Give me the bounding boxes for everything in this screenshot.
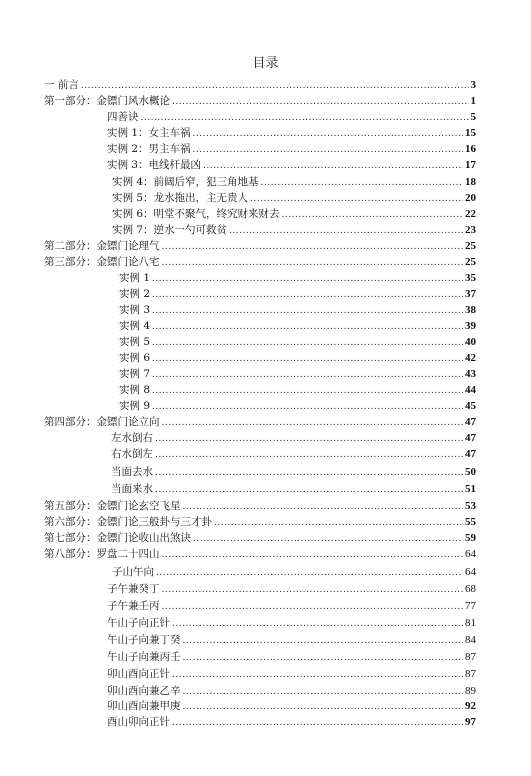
toc-entry[interactable] [107, 126, 476, 140]
toc-entry-label: 午山子向兼丙壬 [107, 651, 181, 663]
leader-dots [214, 517, 463, 529]
toc-entry[interactable] [119, 287, 476, 301]
leader-dots [183, 701, 464, 713]
toc-entry-label: 第三部分：金镖门论八宅 [44, 256, 160, 268]
toc-entry[interactable] [44, 94, 476, 108]
toc-entry[interactable] [107, 684, 476, 698]
leader-dots [152, 289, 463, 301]
leader-dots [162, 417, 464, 429]
toc-entry-label: 第一部分：金镖门风水概论 [44, 95, 170, 107]
leader-dots [193, 128, 463, 140]
toc-entry-page: 77 [465, 600, 476, 612]
toc-entry-page: 25 [465, 256, 476, 268]
toc-entry-page: 18 [465, 176, 476, 188]
toc-entry-page: 59 [465, 532, 476, 544]
toc-entry-page: 89 [465, 685, 476, 697]
leader-dots [282, 209, 463, 221]
toc-entry-label: 子午兼癸丁 [107, 583, 160, 595]
toc-entry[interactable] [107, 158, 476, 172]
toc-entry[interactable] [107, 699, 476, 713]
toc-entry-label: 实例 4 [119, 320, 151, 332]
toc-entry-page: 3 [470, 79, 476, 91]
toc-entry-label: 实例 1 [119, 272, 151, 284]
toc-entry-label: 子山午向 [112, 566, 154, 578]
toc-entry-label: 实例 6 [119, 352, 151, 364]
toc-entry[interactable] [44, 531, 476, 545]
toc-entry-page: 92 [465, 700, 476, 712]
toc-entry-page: 42 [465, 352, 476, 364]
toc-entry[interactable] [119, 351, 476, 365]
toc-entry-label: 实例 5 [119, 336, 151, 348]
leader-dots [162, 549, 464, 561]
toc-entry-page: 47 [465, 448, 476, 460]
toc-entry[interactable] [107, 667, 476, 681]
toc-entry-label: 实例 4：前阔后窄，犯三角地基 [112, 176, 259, 188]
toc-entry[interactable] [112, 223, 476, 237]
leader-dots [152, 401, 463, 413]
toc-entry[interactable] [111, 447, 476, 461]
leader-dots [162, 601, 464, 613]
leader-dots [155, 449, 463, 461]
leader-dots [261, 177, 463, 189]
toc-entry-label: 第四部分：金镖门论立向 [44, 416, 160, 428]
leader-dots [229, 225, 463, 237]
leader-dots [152, 385, 463, 397]
toc-entry-label: 实例 7：逆水一勺可救贫 [112, 224, 228, 236]
toc-entry-label: 实例 9 [119, 400, 151, 412]
leader-dots [183, 501, 464, 513]
toc-entry-label: 左水倒右 [111, 432, 153, 444]
toc-entry-page: 15 [465, 127, 476, 139]
toc-entry-page: 81 [465, 617, 476, 629]
toc-entry-page: 84 [465, 634, 476, 646]
toc-entry-page: 39 [465, 320, 476, 332]
toc-entry-page: 1 [470, 95, 476, 107]
toc-entry-label: 右水倒左 [111, 448, 153, 460]
toc-entry-page: 68 [465, 583, 476, 595]
toc-entry[interactable] [119, 399, 476, 413]
leader-dots [172, 618, 463, 630]
leader-dots [81, 80, 469, 92]
leader-dots [152, 305, 463, 317]
toc-entry[interactable] [112, 207, 476, 221]
toc-entry-page: 64 [465, 566, 476, 578]
toc-entry-label: 卯山酉向正针 [107, 668, 170, 680]
toc-entry-label: 实例 6：明堂不聚气，终究财来财去 [112, 208, 280, 220]
toc-entry-page: 38 [465, 304, 476, 316]
toc-entry[interactable] [107, 616, 476, 630]
toc-entry[interactable] [111, 465, 476, 479]
toc-entry-page: 50 [465, 466, 476, 478]
leader-dots [172, 669, 463, 681]
toc-entry[interactable] [44, 78, 476, 92]
leader-dots [162, 584, 464, 596]
toc-entry-label: 当面去水 [111, 466, 153, 478]
toc-entry-label: 四善诀 [107, 111, 139, 123]
toc-entry[interactable] [44, 547, 476, 561]
toc-entry[interactable] [107, 110, 476, 124]
toc-entry-page: 45 [465, 400, 476, 412]
toc-entry-label: 当面来水 [111, 483, 153, 495]
toc-entry[interactable] [44, 499, 476, 513]
toc-entry-label: 第八部分：罗盘二十四山 [44, 548, 160, 560]
toc-entry[interactable] [119, 335, 476, 349]
leader-dots [141, 112, 469, 124]
toc-entry[interactable] [44, 515, 476, 529]
toc-entry-page: 17 [465, 159, 476, 171]
toc-entry-page: 47 [465, 416, 476, 428]
toc-entry-page: 25 [465, 240, 476, 252]
toc-entry-page: 64 [465, 548, 476, 560]
leader-dots [172, 717, 463, 729]
leader-dots [152, 337, 463, 349]
leader-dots [183, 635, 464, 647]
leader-dots [172, 96, 469, 108]
leader-dots [193, 533, 463, 545]
toc-entry[interactable] [44, 255, 476, 269]
toc-entry[interactable] [111, 482, 476, 496]
toc-entry[interactable] [107, 650, 476, 664]
toc-entry-page: 97 [465, 716, 476, 728]
toc-entry-label: 第七部分：金镖门论收山出煞诀 [44, 532, 191, 544]
toc-entry-page: 87 [465, 668, 476, 680]
leader-dots [152, 321, 463, 333]
toc-entry[interactable] [107, 142, 476, 156]
toc-entry-label: 第五部分：金镖门论玄空飞星 [44, 500, 181, 512]
toc-entry-label: 酉山卯向正针 [107, 716, 170, 728]
toc-entry-label: 实例 2：男主车祸 [107, 143, 191, 155]
page-title: 目录 [252, 56, 279, 71]
toc-entry-label: 实例 8 [119, 384, 151, 396]
toc-entry-page: 55 [465, 516, 476, 528]
leader-dots [155, 433, 463, 445]
toc-entry-label: 实例 3 [119, 304, 151, 316]
toc-entry-page: 51 [465, 483, 476, 495]
toc-entry[interactable] [112, 191, 476, 205]
leader-dots [152, 353, 463, 365]
toc-entry[interactable] [107, 633, 476, 647]
toc-entry-label: 子午兼壬丙 [107, 600, 160, 612]
toc-entry-label: 卯山酉向兼乙辛 [107, 685, 181, 697]
toc-entry[interactable] [111, 431, 476, 445]
toc-entry[interactable] [119, 271, 476, 285]
toc-entry[interactable] [107, 715, 476, 729]
leader-dots [152, 273, 463, 285]
toc-entry-page: 5 [470, 111, 476, 123]
toc-entry-label: 第六部分：金镖门论三般卦与三才卦 [44, 516, 212, 528]
toc-entry-label: 实例 5：龙水拖出，主无贵人 [112, 192, 249, 204]
toc-entry[interactable] [44, 239, 476, 253]
leader-dots [152, 369, 463, 381]
toc-entry[interactable] [119, 303, 476, 317]
toc-entry-label: 一 前言 [44, 79, 79, 91]
toc-entry-page: 20 [465, 192, 476, 204]
toc-entry[interactable] [44, 415, 476, 429]
toc-entry-label: 第二部分：金镖门论理气 [44, 240, 160, 252]
toc-entry[interactable] [112, 175, 476, 189]
toc-entry-page: 16 [465, 143, 476, 155]
leader-dots [162, 257, 464, 269]
toc-entry[interactable] [119, 383, 476, 397]
toc-entry-page: 23 [465, 224, 476, 236]
toc-entry-label: 实例 2 [119, 288, 151, 300]
leader-dots [250, 193, 463, 205]
toc-entry[interactable] [107, 582, 476, 596]
toc-entry-page: 53 [465, 500, 476, 512]
toc-entry[interactable] [119, 319, 476, 333]
toc-entry-page: 22 [465, 208, 476, 220]
leader-dots [183, 652, 464, 664]
toc-entry-page: 43 [465, 368, 476, 380]
toc-entry-page: 40 [465, 336, 476, 348]
toc-entry-label: 实例 3：电线杆最凶 [107, 159, 202, 171]
toc-entry-page: 87 [465, 651, 476, 663]
toc-entry[interactable] [107, 599, 476, 613]
toc-entry-page: 35 [465, 272, 476, 284]
toc-entry[interactable] [119, 367, 476, 381]
toc-entry-page: 47 [465, 432, 476, 444]
toc-entry-label: 午山子向兼丁癸 [107, 634, 181, 646]
toc-entry-page: 44 [465, 384, 476, 396]
leader-dots [155, 467, 463, 479]
leader-dots [162, 241, 464, 253]
leader-dots [203, 160, 463, 172]
toc-entry-label: 实例 1：女主车祸 [107, 127, 191, 139]
leader-dots [193, 144, 463, 156]
leader-dots [156, 567, 463, 579]
toc-entry-page: 37 [465, 288, 476, 300]
toc-entry[interactable] [112, 565, 476, 579]
toc-entry-label: 午山子向正针 [107, 617, 170, 629]
toc-entry-label: 实例 7 [119, 368, 151, 380]
toc-entry-label: 卯山酉向兼甲庚 [107, 700, 181, 712]
leader-dots [155, 484, 463, 496]
leader-dots [183, 686, 464, 698]
